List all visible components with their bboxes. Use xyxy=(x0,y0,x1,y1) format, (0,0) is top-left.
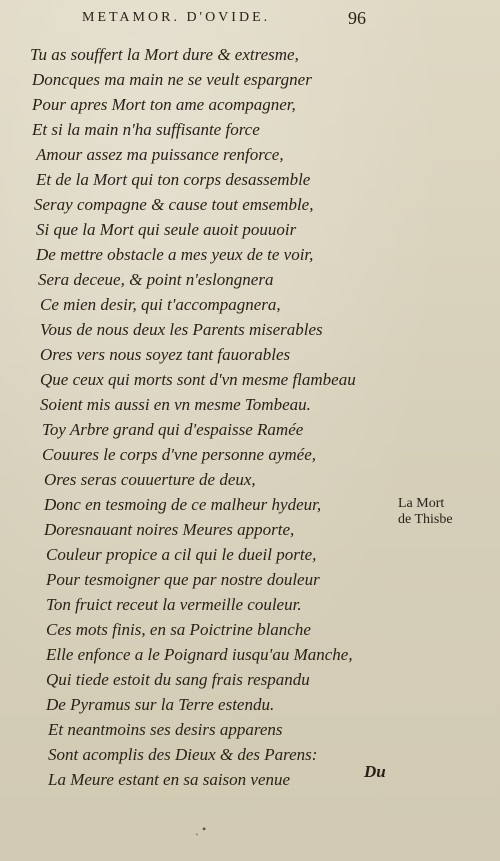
verse-line: Si que la Mort qui seule auoit pouuoir xyxy=(36,220,297,239)
verse-line: Pour tesmoigner que par nostre douleur xyxy=(46,570,320,589)
catchword: Du xyxy=(364,762,386,781)
marginal-note-line: de Thisbe xyxy=(398,512,453,527)
footer-ornament: ˎ • xyxy=(195,822,207,836)
verse-line: Sont acomplis des Dieux & des Parens: xyxy=(48,745,318,764)
verse-line: Et si la main n'ha suffisante force xyxy=(32,120,260,139)
verse-line: Ores seras couuerture de deux, xyxy=(44,470,256,489)
verse-line: Vous de nous deux les Parents miserables xyxy=(40,320,323,339)
verse-line: Qui tiede estoit du sang frais respandu xyxy=(46,670,310,689)
verse-line: Ton fruict receut la vermeille couleur. xyxy=(46,595,302,614)
verse-line: Soient mis aussi en vn mesme Tombeau. xyxy=(40,395,311,414)
verse-line: Amour assez ma puissance renforce, xyxy=(36,145,284,164)
verse-line: Sera deceue, & point n'eslongnera xyxy=(38,270,274,289)
verse-line: Doncques ma main ne se veult espargner xyxy=(32,70,312,89)
verse-line: Tu as souffert la Mort dure & extresme, xyxy=(30,45,299,64)
verse-line: Donc en tesmoing de ce malheur hydeur, xyxy=(44,495,322,514)
verse-line: Seray compagne & cause tout emsemble, xyxy=(34,195,314,214)
verse-line: Toy Arbre grand qui d'espaisse Ramée xyxy=(42,420,304,439)
verse-line: Ores vers nous soyez tant fauorables xyxy=(40,345,291,364)
running-title: METAMOR. D'OVIDE. xyxy=(82,10,271,25)
page-header xyxy=(0,8,500,34)
verse-line: Pour apres Mort ton ame acompagner, xyxy=(32,95,296,114)
verse-line: La Meure estant en sa saison venue xyxy=(48,770,291,789)
marginal-note-line: La Mort xyxy=(398,496,445,511)
verse-line: Ces mots finis, en sa Poictrine blanche xyxy=(46,620,311,639)
verse-line: Couleur propice a cil qui le dueil porte, xyxy=(46,545,317,564)
verse-line: Et neantmoins ses desirs apparens xyxy=(48,720,283,739)
verse-line: De mettre obstacle a mes yeux de te voir, xyxy=(36,245,314,264)
page-number: 96 xyxy=(348,8,366,28)
marginal-note xyxy=(398,496,453,528)
verse-line: Doresnauant noires Meures apporte, xyxy=(44,520,295,539)
verse-line: Ce mien desir, qui t'accompagnera, xyxy=(40,295,281,314)
verse-line: Couures le corps d'vne personne aymée, xyxy=(42,445,316,464)
verse-line: De Pyramus sur la Terre estendu. xyxy=(46,695,275,714)
verse-line: Elle enfonce a le Poignard iusqu'au Manche, xyxy=(46,645,353,664)
verse-line: Que ceux qui morts sont d'vn mesme flambeau xyxy=(40,370,356,389)
verse-line: Et de la Mort qui ton corps desassemble xyxy=(36,170,311,189)
